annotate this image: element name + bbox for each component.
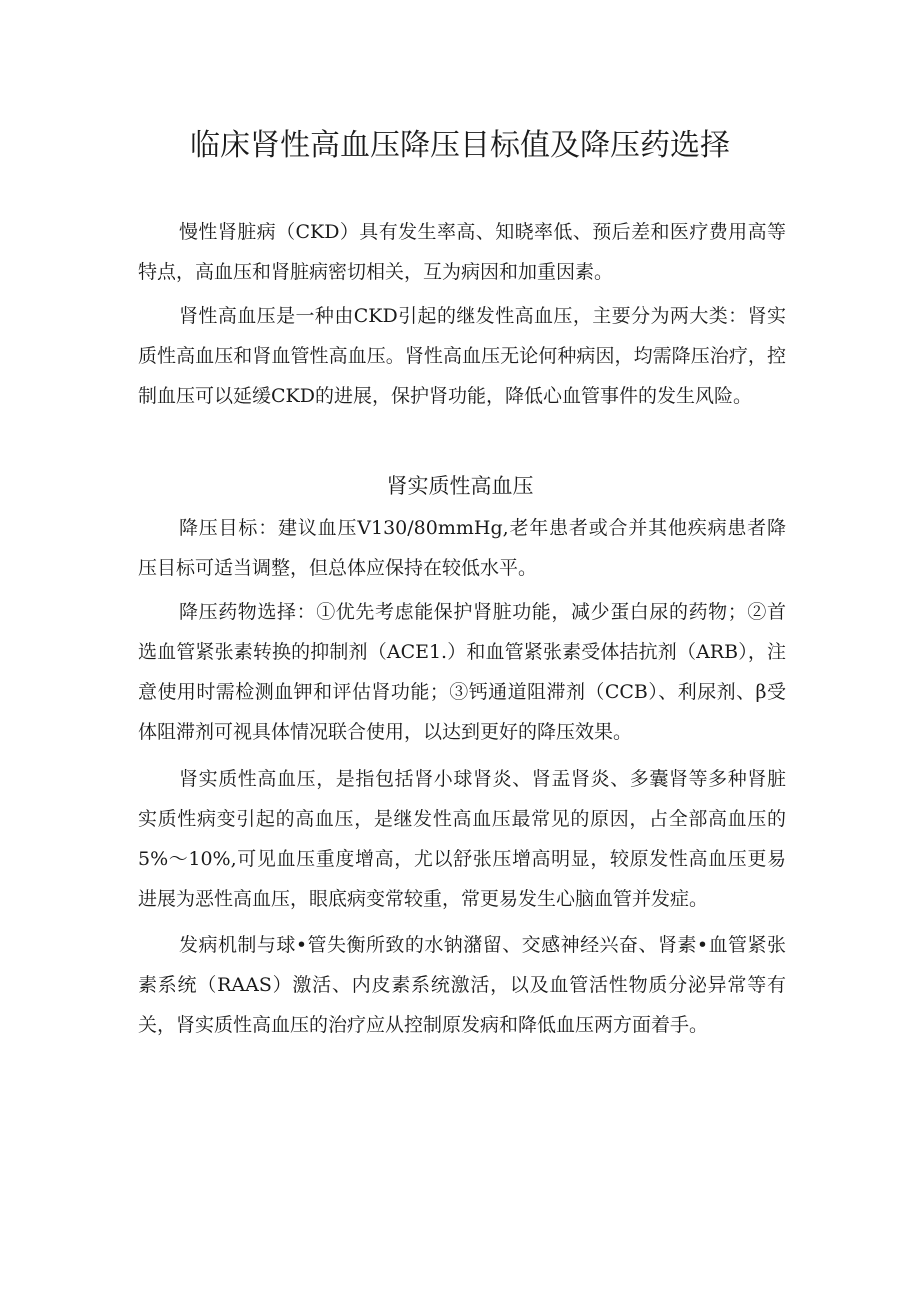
paragraph-drug-selection: 降压药物选择：①优先考虑能保护肾脏功能，减少蛋白尿的药物；②首选血管紧张素转换的抑制剂（ACE1.）和血管紧张素受体拮抗剂（ARB），注意使用时需检测血钾和评估肾功能；③钙通道阻滞剂（CCB）、利尿剂、β受体阻滞剂可视具体情况联合使用，以达到更好的降压效果。 <box>138 601 786 743</box>
paragraph-bp-target: 降压目标：建议血压V130/80mmHg,老年患者或合并其他疾病患者降压目标可适当调整，但总体应保持在较低水平。 <box>138 517 786 579</box>
paragraph-definition: 肾实质性高血压，是指包括肾小球肾炎、肾盂肾炎、多囊肾等多种肾脏实质性病变引起的高血压，是继发性高血压最常见的原因，占全部高血压的5%～10%,可见血压重度增高，尤以舒张压增高明显，较原发性高血压更易进展为恶性高血压，眼底病变常较重，常更易发生心脑血管并发症。 <box>138 768 786 910</box>
section-heading: 肾实质性高血压 <box>386 474 534 498</box>
intro-paragraph-ckd: 慢性肾脏病（CKD）具有发生率高、知晓率低、预后差和医疗费用高等特点，高血压和肾脏病密切相关，互为病因和加重因素。 <box>138 221 786 283</box>
intro-paragraph-renal-hypertension: 肾性高血压是一种由CKD引起的继发性高血压，主要分为两大类：肾实质性高血压和肾血管性高血压。肾性高血压无论何种病因，均需降压治疗，控制血压可以延缓CKD的进展，保护肾功能，降低心血管事件的发生风险。 <box>138 305 786 407</box>
paragraph-mechanism: 发病机制与球•管失衡所致的水钠潴留、交感神经兴奋、肾素•血管紧张素系统（RAAS）激活、内皮素系统激活，以及血管活性物质分泌异常等有关，肾实质性高血压的治疗应从控制原发病和降低血压两方面着手。 <box>138 934 786 1036</box>
document-title: 临床肾性高血压降压目标值及降压药选择 <box>190 128 730 163</box>
